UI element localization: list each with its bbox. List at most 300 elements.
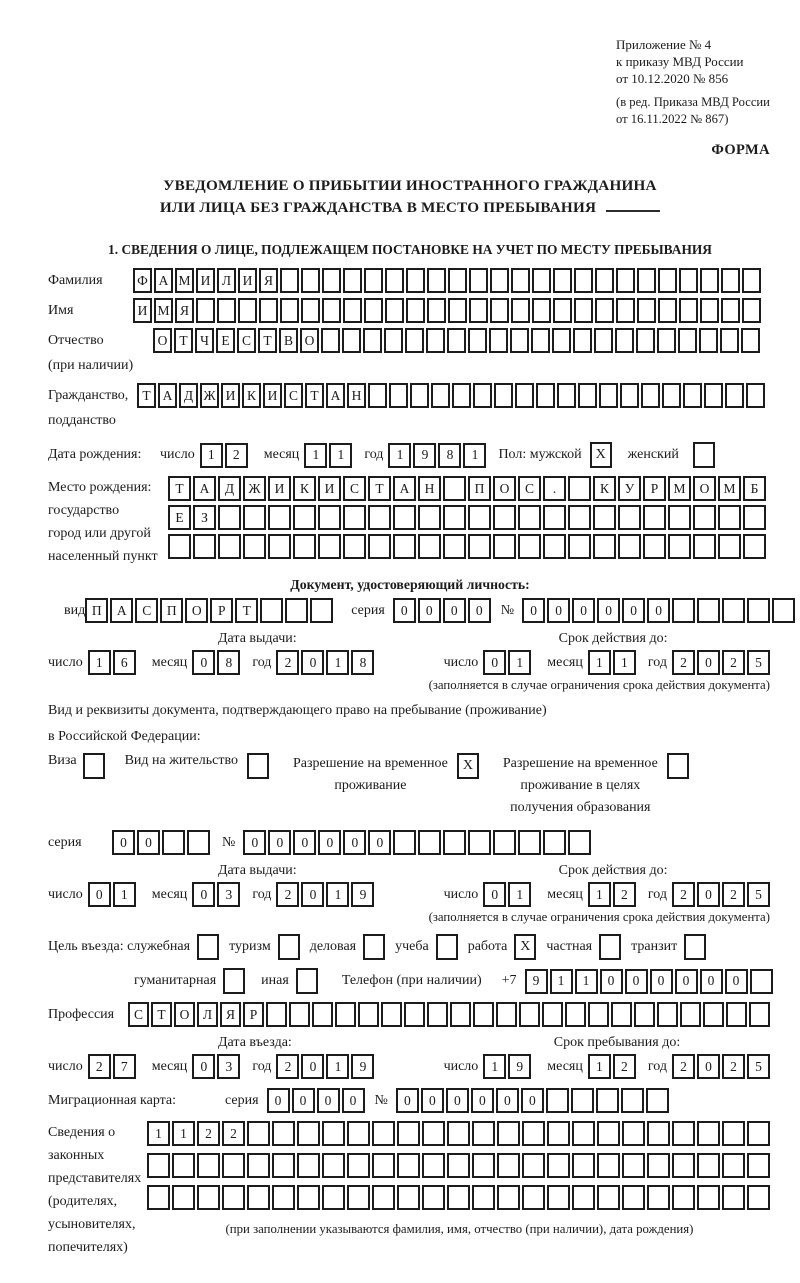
char-box[interactable]: 0 [368,830,391,855]
char-box[interactable] [472,1185,495,1210]
char-box[interactable] [643,505,666,530]
char-box[interactable] [511,298,530,323]
char-box[interactable] [418,830,441,855]
char-box[interactable] [622,1121,645,1146]
char-box[interactable]: 2 [222,1121,245,1146]
char-box[interactable] [747,598,770,623]
char-box[interactable] [347,1185,370,1210]
char-box[interactable] [289,1002,310,1027]
char-box[interactable]: И [318,476,341,501]
char-box[interactable]: 2 [722,650,745,675]
checkbox-purpose-humanitarian[interactable] [223,968,245,994]
checkbox-purpose-study[interactable] [436,934,458,960]
checkbox-temp-residence[interactable]: X [457,753,479,779]
char-box[interactable] [468,505,491,530]
char-box[interactable]: Т [174,328,193,353]
char-box[interactable]: 0 [675,969,698,994]
char-box[interactable] [697,598,720,623]
char-box[interactable]: 2 [88,1054,111,1079]
char-box[interactable] [310,598,333,623]
char-box[interactable] [347,1121,370,1146]
char-box[interactable]: 1 [388,443,411,468]
char-box[interactable] [697,1121,720,1146]
char-box[interactable] [418,534,441,559]
char-box[interactable] [658,268,677,293]
char-box[interactable] [616,298,635,323]
char-box[interactable] [718,505,741,530]
char-box[interactable]: Ч [195,328,214,353]
char-box[interactable] [322,1121,345,1146]
char-box[interactable] [217,298,236,323]
char-box[interactable] [697,1185,720,1210]
char-box[interactable] [621,1088,644,1113]
char-box[interactable] [565,1002,586,1027]
char-box[interactable]: А [393,476,416,501]
char-box[interactable] [473,383,492,408]
char-box[interactable]: 9 [508,1054,531,1079]
char-box[interactable]: 1 [326,1054,349,1079]
char-box[interactable] [247,1153,270,1178]
char-box[interactable] [218,505,241,530]
char-box[interactable] [318,534,341,559]
char-box[interactable]: 2 [276,882,299,907]
char-box[interactable] [469,298,488,323]
char-box[interactable] [293,534,316,559]
char-box[interactable]: 0 [396,1088,419,1113]
char-box[interactable] [447,1121,470,1146]
char-box[interactable] [405,328,424,353]
char-box[interactable]: 2 [613,882,636,907]
char-box[interactable] [616,268,635,293]
char-box[interactable] [568,830,591,855]
char-box[interactable] [410,383,429,408]
char-box[interactable] [372,1153,395,1178]
char-box[interactable] [322,298,341,323]
char-box[interactable] [637,298,656,323]
char-box[interactable] [742,298,761,323]
char-box[interactable]: К [242,383,261,408]
char-box[interactable] [522,1185,545,1210]
char-box[interactable]: О [493,476,516,501]
char-box[interactable] [672,1153,695,1178]
char-box[interactable] [726,1002,747,1027]
char-box[interactable] [443,830,466,855]
char-box[interactable] [572,1185,595,1210]
char-box[interactable] [742,268,761,293]
char-box[interactable] [647,1153,670,1178]
char-box[interactable]: 0 [572,598,595,623]
checkbox-purpose-tourism[interactable] [278,934,300,960]
char-box[interactable] [268,505,291,530]
char-box[interactable]: 8 [217,650,240,675]
char-box[interactable] [247,1121,270,1146]
char-box[interactable] [397,1121,420,1146]
char-box[interactable] [447,1185,470,1210]
char-box[interactable] [431,383,450,408]
char-box[interactable]: 0 [597,598,620,623]
char-box[interactable] [597,1185,620,1210]
char-box[interactable] [193,534,216,559]
char-box[interactable] [497,1121,520,1146]
char-box[interactable]: 0 [468,598,491,623]
char-box[interactable] [168,534,191,559]
char-box[interactable] [720,328,739,353]
char-box[interactable] [187,830,210,855]
char-box[interactable]: 1 [508,882,531,907]
char-box[interactable] [573,328,592,353]
char-box[interactable]: 0 [547,598,570,623]
char-box[interactable]: 1 [483,1054,506,1079]
char-box[interactable] [574,298,593,323]
char-box[interactable]: 0 [88,882,111,907]
char-box[interactable] [743,534,766,559]
char-box[interactable]: О [174,1002,195,1027]
char-box[interactable] [615,328,634,353]
char-box[interactable] [493,534,516,559]
char-box[interactable]: 2 [276,1054,299,1079]
char-box[interactable] [543,534,566,559]
char-box[interactable]: О [693,476,716,501]
char-box[interactable] [749,1002,770,1027]
char-box[interactable] [593,505,616,530]
checkbox-gender-female[interactable] [693,442,715,468]
char-box[interactable] [568,505,591,530]
char-box[interactable] [473,1002,494,1027]
char-box[interactable]: Д [179,383,198,408]
char-box[interactable] [597,1121,620,1146]
char-box[interactable] [468,830,491,855]
char-box[interactable] [385,298,404,323]
char-box[interactable] [301,298,320,323]
char-box[interactable] [301,268,320,293]
char-box[interactable]: 2 [276,650,299,675]
char-box[interactable]: С [237,328,256,353]
char-box[interactable] [747,1153,770,1178]
char-box[interactable] [543,830,566,855]
char-box[interactable] [448,298,467,323]
char-box[interactable]: П [85,598,108,623]
char-box[interactable] [747,1185,770,1210]
char-box[interactable] [647,1121,670,1146]
char-box[interactable] [510,328,529,353]
char-box[interactable] [542,1002,563,1027]
char-box[interactable]: 0 [112,830,135,855]
char-box[interactable]: С [343,476,366,501]
char-box[interactable]: 0 [192,882,215,907]
char-box[interactable] [722,1185,745,1210]
char-box[interactable]: М [718,476,741,501]
char-box[interactable]: Ф [133,268,152,293]
char-box[interactable]: З [193,505,216,530]
char-box[interactable] [427,298,446,323]
char-box[interactable]: 0 [496,1088,519,1113]
char-box[interactable]: 0 [697,650,720,675]
char-box[interactable] [588,1002,609,1027]
char-box[interactable] [532,268,551,293]
char-box[interactable] [393,505,416,530]
char-box[interactable] [422,1121,445,1146]
char-box[interactable]: Е [216,328,235,353]
char-box[interactable]: У [618,476,641,501]
char-box[interactable] [697,1153,720,1178]
char-box[interactable]: 0 [317,1088,340,1113]
char-box[interactable] [772,598,795,623]
char-box[interactable] [622,1185,645,1210]
char-box[interactable]: 0 [267,1088,290,1113]
char-box[interactable]: И [238,268,257,293]
char-box[interactable] [568,476,591,501]
checkbox-gender-male[interactable]: X [590,442,612,468]
char-box[interactable]: Т [368,476,391,501]
char-box[interactable]: А [158,383,177,408]
char-box[interactable] [196,298,215,323]
char-box[interactable]: 0 [293,830,316,855]
char-box[interactable] [312,1002,333,1027]
char-box[interactable] [693,505,716,530]
char-box[interactable] [536,383,555,408]
char-box[interactable] [693,534,716,559]
char-box[interactable] [547,1121,570,1146]
char-box[interactable] [637,268,656,293]
char-box[interactable] [443,534,466,559]
char-box[interactable] [647,1185,670,1210]
char-box[interactable] [672,598,695,623]
char-box[interactable] [721,298,740,323]
char-box[interactable] [641,383,660,408]
char-box[interactable] [452,383,471,408]
char-box[interactable]: Т [168,476,191,501]
char-box[interactable]: С [518,476,541,501]
char-box[interactable] [368,383,387,408]
char-box[interactable]: 1 [147,1121,170,1146]
char-box[interactable]: 0 [725,969,748,994]
char-box[interactable] [543,505,566,530]
char-box[interactable]: М [154,298,173,323]
char-box[interactable]: 0 [192,1054,215,1079]
char-box[interactable] [443,505,466,530]
char-box[interactable]: А [326,383,345,408]
char-box[interactable]: 8 [351,650,374,675]
char-box[interactable] [280,268,299,293]
char-box[interactable]: 1 [113,882,136,907]
char-box[interactable] [259,298,278,323]
char-box[interactable] [596,1088,619,1113]
char-box[interactable] [448,268,467,293]
char-box[interactable] [522,1121,545,1146]
char-box[interactable] [595,268,614,293]
char-box[interactable]: М [175,268,194,293]
char-box[interactable] [268,534,291,559]
checkbox-purpose-private[interactable] [599,934,621,960]
char-box[interactable] [358,1002,379,1027]
char-box[interactable]: 0 [268,830,291,855]
char-box[interactable]: И [221,383,240,408]
char-box[interactable]: П [160,598,183,623]
char-box[interactable]: 5 [747,882,770,907]
char-box[interactable] [572,1153,595,1178]
char-box[interactable] [322,1153,345,1178]
char-box[interactable] [597,1153,620,1178]
char-box[interactable] [518,505,541,530]
char-box[interactable]: 5 [747,1054,770,1079]
char-box[interactable] [611,1002,632,1027]
char-box[interactable] [679,268,698,293]
char-box[interactable]: 0 [443,598,466,623]
char-box[interactable] [197,1185,220,1210]
checkbox-residence-permit[interactable] [247,753,269,779]
char-box[interactable] [746,383,765,408]
char-box[interactable]: 0 [697,1054,720,1079]
char-box[interactable]: Т [305,383,324,408]
char-box[interactable] [222,1153,245,1178]
char-box[interactable]: Т [151,1002,172,1027]
char-box[interactable] [384,328,403,353]
char-box[interactable]: С [284,383,303,408]
char-box[interactable]: 0 [343,830,366,855]
char-box[interactable] [469,268,488,293]
char-box[interactable] [162,830,185,855]
char-box[interactable]: А [110,598,133,623]
char-box[interactable] [679,298,698,323]
checkbox-purpose-work[interactable]: X [514,934,536,960]
char-box[interactable]: И [133,298,152,323]
char-box[interactable] [668,505,691,530]
char-box[interactable] [368,505,391,530]
char-box[interactable] [272,1185,295,1210]
char-box[interactable]: К [593,476,616,501]
char-box[interactable] [699,328,718,353]
checkbox-temp-residence-edu[interactable] [667,753,689,779]
char-box[interactable] [343,268,362,293]
char-box[interactable] [658,298,677,323]
char-box[interactable] [725,383,744,408]
char-box[interactable] [322,1185,345,1210]
char-box[interactable] [243,505,266,530]
char-box[interactable] [321,328,340,353]
char-box[interactable]: 0 [483,882,506,907]
char-box[interactable]: 1 [550,969,573,994]
char-box[interactable] [680,1002,701,1027]
char-box[interactable] [532,298,551,323]
char-box[interactable] [618,534,641,559]
char-box[interactable]: Р [643,476,666,501]
char-box[interactable]: 2 [225,443,248,468]
char-box[interactable] [518,830,541,855]
char-box[interactable] [747,1121,770,1146]
char-box[interactable] [447,328,466,353]
char-box[interactable] [557,383,576,408]
char-box[interactable] [404,1002,425,1027]
char-box[interactable] [668,534,691,559]
char-box[interactable]: . [543,476,566,501]
char-box[interactable]: Т [258,328,277,353]
char-box[interactable]: 1 [588,882,611,907]
char-box[interactable]: А [154,268,173,293]
char-box[interactable]: С [128,1002,149,1027]
char-box[interactable] [571,1088,594,1113]
char-box[interactable]: 0 [243,830,266,855]
char-box[interactable] [238,298,257,323]
char-box[interactable]: 0 [301,882,324,907]
char-box[interactable]: 6 [113,650,136,675]
char-box[interactable] [422,1153,445,1178]
char-box[interactable] [657,1002,678,1027]
char-box[interactable] [599,383,618,408]
char-box[interactable] [703,1002,724,1027]
char-box[interactable] [594,328,613,353]
char-box[interactable]: 2 [197,1121,220,1146]
char-box[interactable] [393,534,416,559]
char-box[interactable] [515,383,534,408]
char-box[interactable]: О [185,598,208,623]
char-box[interactable] [218,534,241,559]
char-box[interactable] [468,534,491,559]
checkbox-purpose-business[interactable] [363,934,385,960]
char-box[interactable] [285,598,308,623]
char-box[interactable]: 0 [600,969,623,994]
checkbox-purpose-other[interactable] [296,968,318,994]
char-box[interactable] [426,328,445,353]
char-box[interactable]: 0 [421,1088,444,1113]
char-box[interactable]: Р [243,1002,264,1027]
char-box[interactable]: П [468,476,491,501]
char-box[interactable] [634,1002,655,1027]
char-box[interactable]: 0 [647,598,670,623]
char-box[interactable] [572,1121,595,1146]
char-box[interactable] [722,1121,745,1146]
char-box[interactable] [372,1185,395,1210]
char-box[interactable] [397,1185,420,1210]
char-box[interactable] [272,1153,295,1178]
char-box[interactable] [718,534,741,559]
char-box[interactable] [743,505,766,530]
char-box[interactable] [418,505,441,530]
char-box[interactable] [519,1002,540,1027]
char-box[interactable] [547,1153,570,1178]
char-box[interactable]: Ж [200,383,219,408]
char-box[interactable]: 9 [351,1054,374,1079]
char-box[interactable]: 1 [329,443,352,468]
char-box[interactable] [343,505,366,530]
char-box[interactable] [531,328,550,353]
char-box[interactable] [363,328,382,353]
char-box[interactable]: 0 [301,1054,324,1079]
char-box[interactable] [552,328,571,353]
char-box[interactable] [618,505,641,530]
char-box[interactable] [147,1153,170,1178]
char-box[interactable]: 1 [588,1054,611,1079]
char-box[interactable]: 0 [700,969,723,994]
char-box[interactable]: И [196,268,215,293]
char-box[interactable]: 1 [508,650,531,675]
char-box[interactable] [672,1121,695,1146]
char-box[interactable]: Я [220,1002,241,1027]
char-box[interactable] [343,298,362,323]
checkbox-visa[interactable] [83,753,105,779]
char-box[interactable] [364,298,383,323]
char-box[interactable] [450,1002,471,1027]
char-box[interactable] [368,534,391,559]
char-box[interactable] [741,328,760,353]
char-box[interactable] [406,268,425,293]
char-box[interactable] [593,534,616,559]
char-box[interactable]: А [193,476,216,501]
char-box[interactable]: 7 [113,1054,136,1079]
char-box[interactable]: 2 [672,882,695,907]
char-box[interactable] [381,1002,402,1027]
char-box[interactable] [497,1185,520,1210]
char-box[interactable]: О [300,328,319,353]
